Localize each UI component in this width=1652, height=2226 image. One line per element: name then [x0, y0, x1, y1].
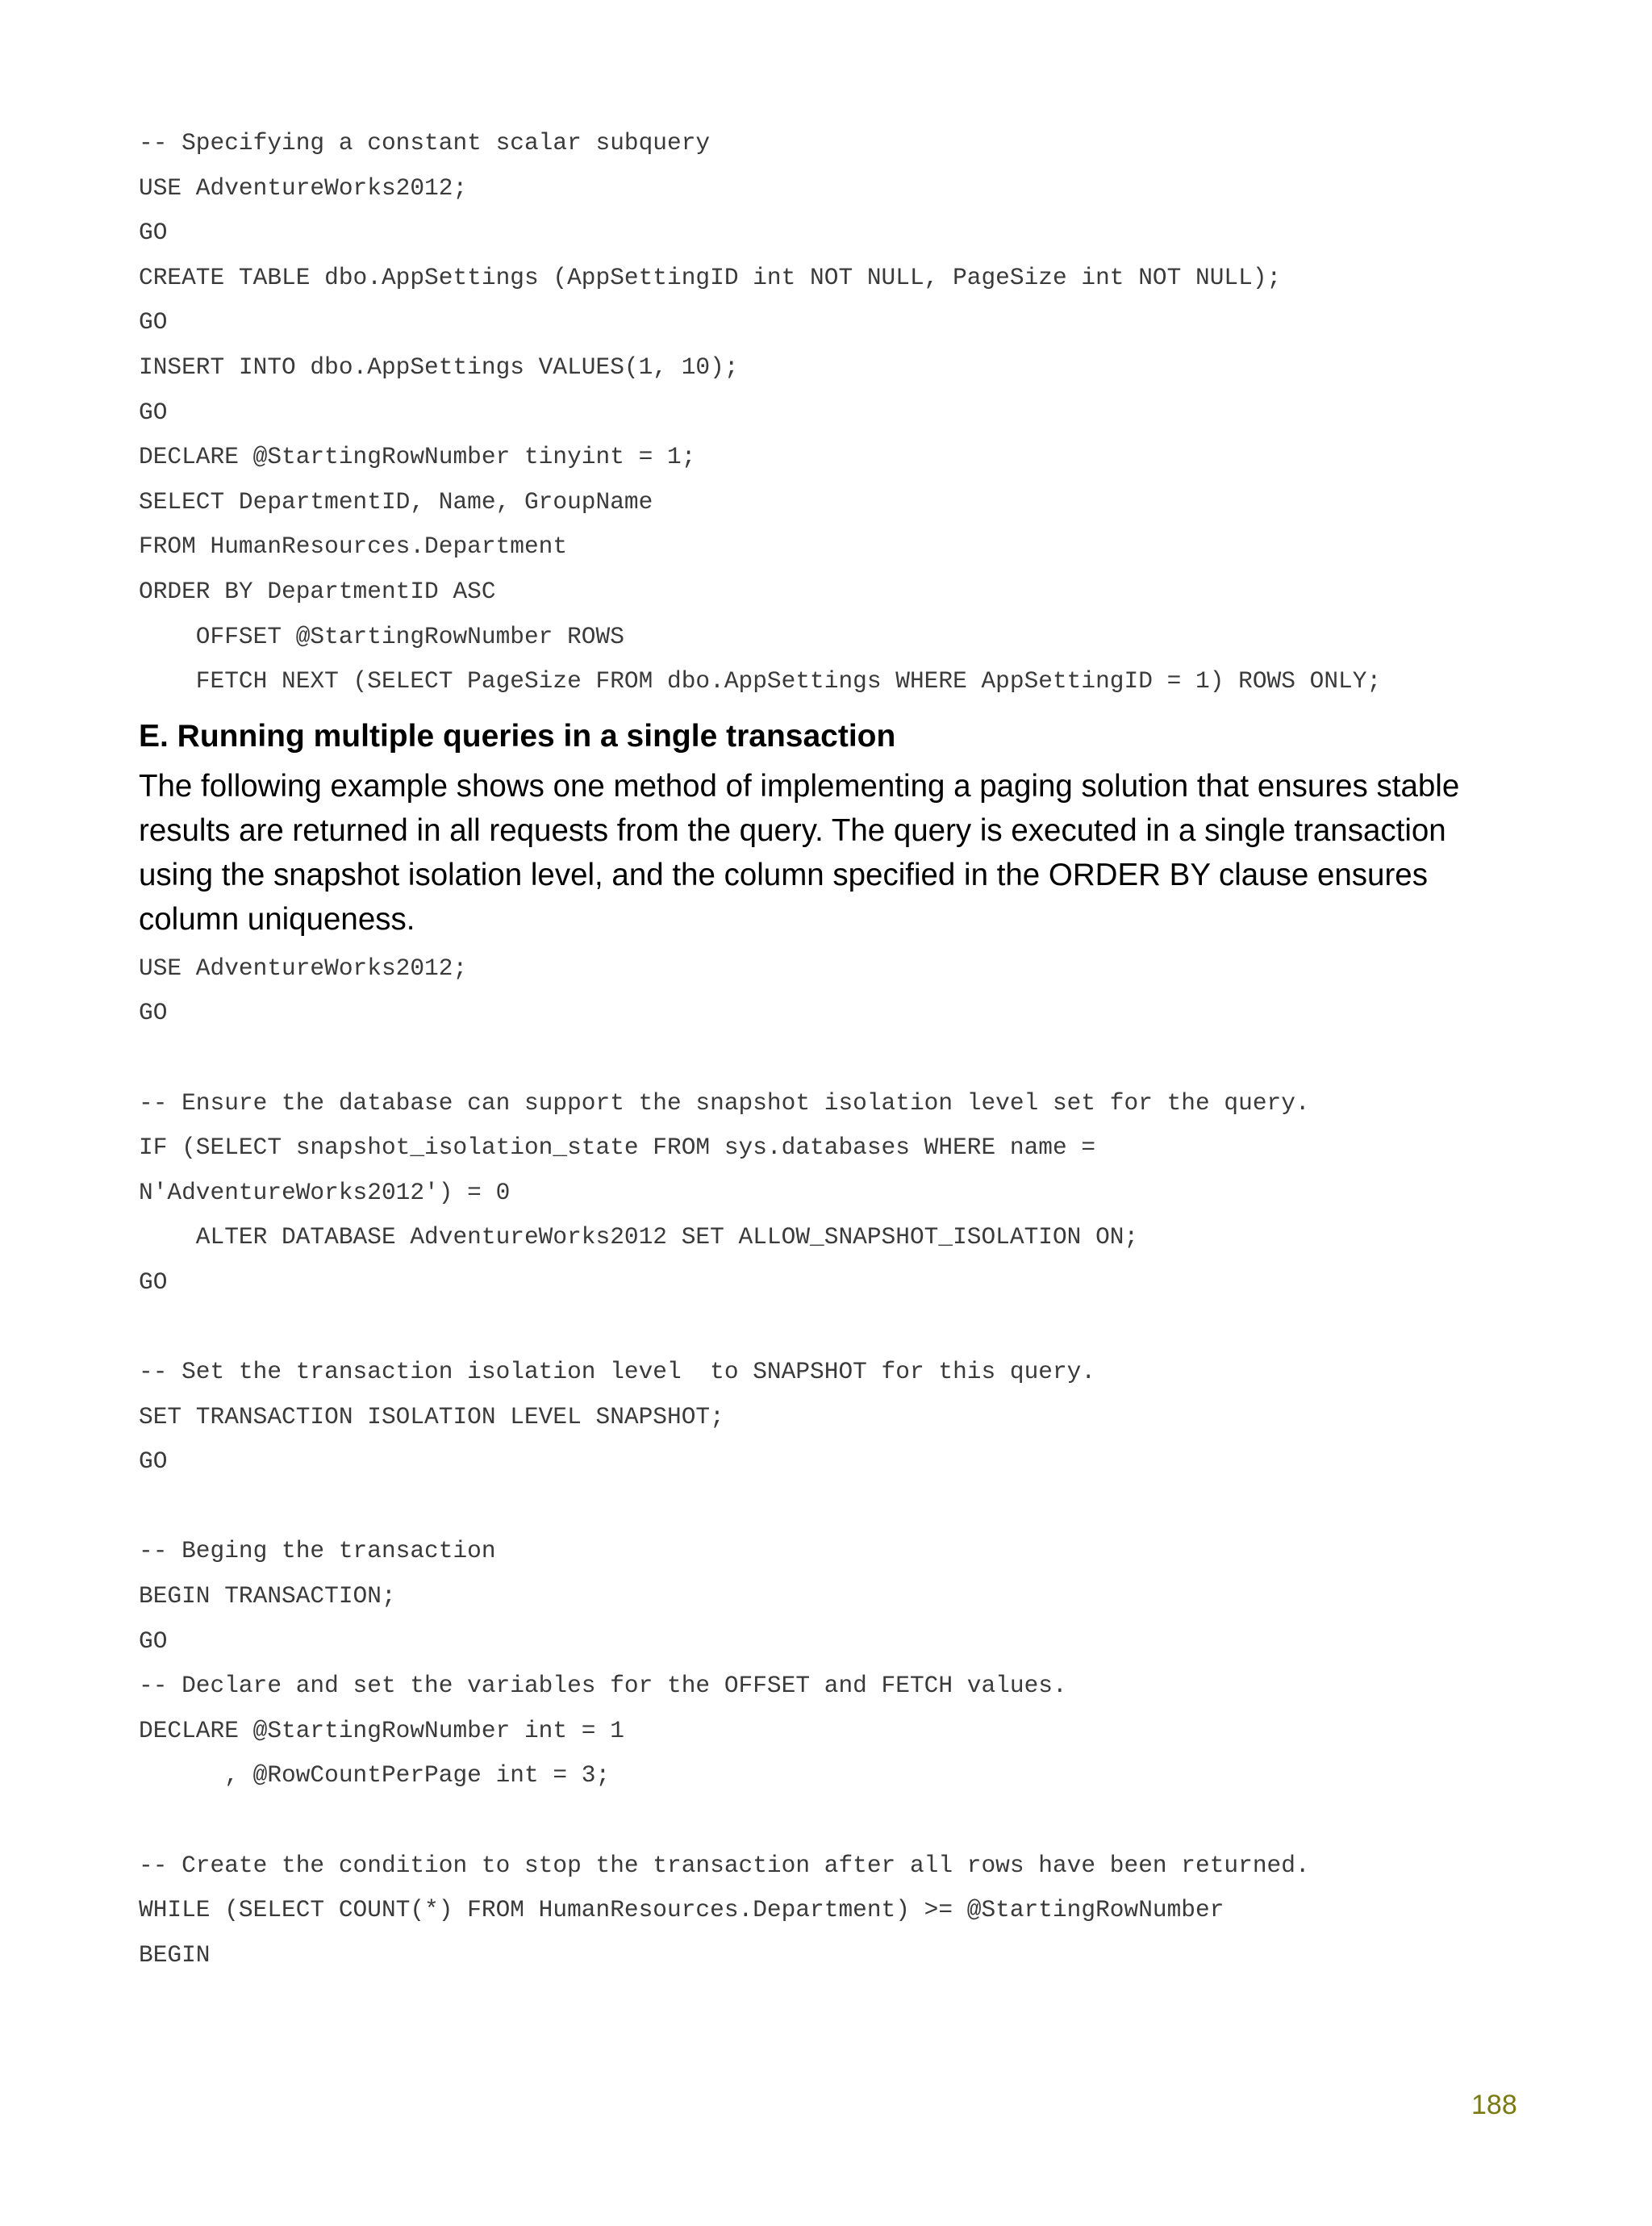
code-line: ALTER DATABASE AdventureWorks2012 SET ALLOW_SNAPSHOT_ISOLATION ON; [139, 1223, 1139, 1251]
code-line: USE AdventureWorks2012; [139, 954, 468, 982]
code-line: USE AdventureWorks2012; [139, 173, 468, 202]
code-line [139, 1485, 1526, 1530]
code-line: IF (SELECT snapshot_isolation_state FROM sys.databases WHERE name = [139, 1134, 1096, 1162]
code-line: GO [139, 999, 168, 1027]
code-line: CREATE TABLE dbo.AppSettings (AppSettingID int NOT NULL, PageSize int NOT NULL); [139, 263, 1282, 291]
code-line: -- Set the transaction isolation level to SNAPSHOT for this query. [139, 1358, 1096, 1386]
code-line: GO [139, 1627, 168, 1655]
code-line: FROM HumanResources.Department [139, 532, 568, 561]
section-heading: E. Running multiple queries in a single transaction [139, 718, 896, 754]
code-line: INSERT INTO dbo.AppSettings VALUES(1, 10); [139, 353, 739, 381]
code-block-constant-subquery [139, 121, 1526, 704]
code-line: WHILE (SELECT COUNT(*) FROM HumanResources.Department) >= @StartingRowNumber [139, 1896, 1224, 1924]
code-line: ORDER BY DepartmentID ASC [139, 577, 496, 605]
code-line: GO [139, 398, 168, 426]
code-line: BEGIN TRANSACTION; [139, 1582, 396, 1610]
document-page [139, 121, 1526, 1978]
code-line [139, 1798, 1526, 1844]
code-block-snapshot-transaction [139, 946, 1526, 1978]
code-line: GO [139, 308, 168, 336]
code-line: -- Create the condition to stop the transaction after all rows have been returned. [139, 1851, 1310, 1879]
code-line: GO [139, 1447, 168, 1476]
code-line: -- Beging the transaction [139, 1537, 496, 1565]
code-line [139, 1036, 1526, 1081]
code-line: GO [139, 1268, 168, 1296]
code-line: -- Specifying a constant scalar subquery [139, 129, 711, 157]
code-line: FETCH NEXT (SELECT PageSize FROM dbo.AppSettings WHERE AppSettingID = 1) ROWS ONLY; [139, 667, 1382, 695]
code-line: -- Declare and set the variables for the OFFSET and FETCH values. [139, 1672, 1067, 1700]
code-line: GO [139, 219, 168, 247]
code-line: BEGIN [139, 1940, 211, 1969]
code-line: DECLARE @StartingRowNumber int = 1 [139, 1716, 624, 1744]
code-line: N'AdventureWorks2012') = 0 [139, 1178, 511, 1206]
code-line: SELECT DepartmentID, Name, GroupName [139, 487, 653, 516]
code-line: SET TRANSACTION ISOLATION LEVEL SNAPSHOT; [139, 1402, 724, 1430]
code-line: DECLARE @StartingRowNumber tinyint = 1; [139, 443, 696, 471]
code-line: , @RowCountPerPage int = 3; [139, 1761, 611, 1790]
code-line: -- Ensure the database can support the snapshot isolation level set for the query. [139, 1088, 1310, 1117]
code-line [139, 1305, 1526, 1350]
code-line: OFFSET @StartingRowNumber ROWS [139, 622, 624, 650]
page-number: 188 [1471, 2090, 1517, 2120]
section-paragraph: The following example shows one method of implementing a paging solution that ensures stable results are returned in all requests from the query. The query is executed in a single transaction using the snapshot isolation level, and the column specified in the ORDER BY clause ensures column uniqueness. [139, 768, 1460, 937]
